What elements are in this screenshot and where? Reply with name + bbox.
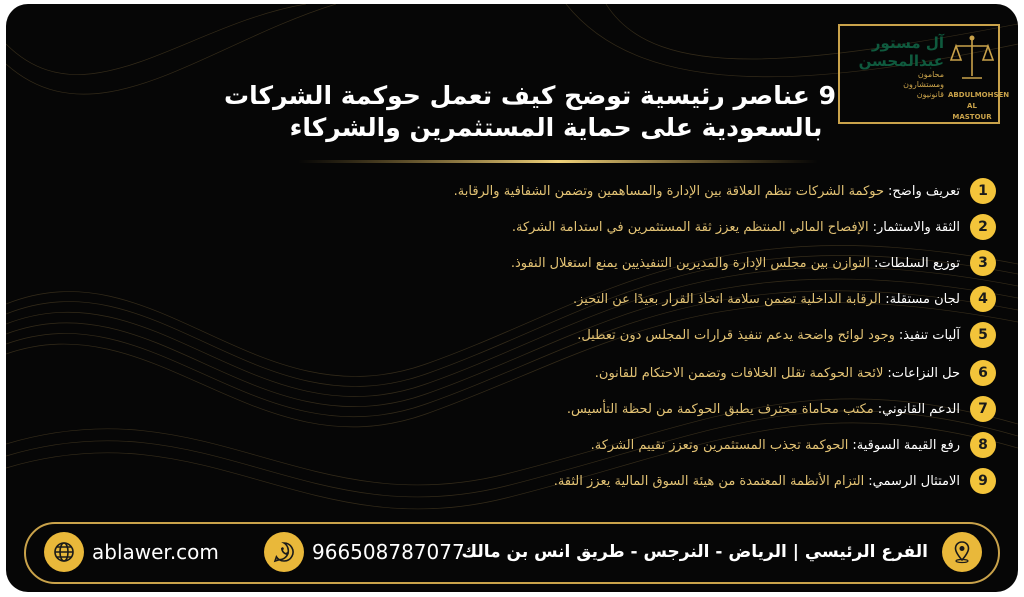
logo-tagline-3: قانونيون bbox=[916, 90, 944, 99]
item-label: تعريف واضح: bbox=[888, 183, 960, 199]
list-item bbox=[554, 465, 996, 497]
scales-of-justice-icon bbox=[948, 32, 996, 86]
phone-number[interactable]: 966508787077 bbox=[312, 540, 465, 564]
list-item bbox=[454, 175, 996, 207]
item-label: الدعم القانوني: bbox=[877, 401, 960, 417]
item-label: لجان مستقلة: bbox=[885, 291, 960, 307]
title-line-2: بالسعودية على حماية المستثمرين والشركاء bbox=[289, 113, 823, 142]
item-label: الامتثال الرسمي: bbox=[868, 473, 960, 489]
title-line-1: 9 عناصر رئيسية توضح كيف تعمل حوكمة الشركات bbox=[224, 81, 836, 110]
item-text: التوازن بين مجلس الإدارة والمديرين التنفيذيين يمنع استغلال النفوذ. bbox=[510, 255, 870, 271]
item-text: مكتب محاماة محترف يطبق الحوكمة من لحظة التأسيس. bbox=[566, 401, 874, 417]
item-number: 1 bbox=[970, 178, 996, 204]
globe-icon-badge bbox=[44, 532, 84, 572]
list-item bbox=[573, 283, 996, 315]
item-text: الإفصاح المالي المنتظم يعزز ثقة المستثمرين في استدامة الشركة. bbox=[511, 219, 869, 235]
phone-icon-badge bbox=[264, 532, 304, 572]
list-item bbox=[511, 247, 996, 279]
item-label: توزيع السلطات: bbox=[874, 255, 960, 271]
item-text: الحوكمة تجذب المستثمرين وتعزز تقييم الشركة. bbox=[590, 437, 849, 453]
item-text: التزام الأنظمة المعتمدة من هيئة السوق المالية يعزز الثقة. bbox=[553, 473, 865, 489]
logo-tagline-1: محامون bbox=[917, 70, 944, 79]
item-text: لائحة الحوكمة تقلل الخلافات وتضمن الاحتكام للقانون. bbox=[594, 365, 884, 381]
title bbox=[224, 80, 836, 144]
website-link[interactable]: ablawer.com bbox=[92, 540, 219, 564]
logo bbox=[838, 24, 1010, 124]
logo-emblem bbox=[948, 32, 1010, 121]
item-label: آليات تنفيذ: bbox=[898, 327, 960, 343]
item-number: 7 bbox=[970, 396, 996, 422]
item-text: الرقابة الداخلية تضمن سلامة اتخاذ القرار بعيدًا عن التحيز. bbox=[572, 291, 882, 307]
list-item bbox=[577, 319, 996, 351]
contact-footer bbox=[24, 522, 1000, 584]
logo-text bbox=[848, 34, 944, 100]
phone-icon bbox=[272, 540, 296, 564]
list-item bbox=[595, 357, 996, 389]
list-item bbox=[512, 211, 996, 243]
infographic-card bbox=[6, 4, 1018, 592]
item-label: الثقة والاستثمار: bbox=[872, 219, 960, 235]
title-underline bbox=[298, 160, 818, 163]
item-number: 2 bbox=[970, 214, 996, 240]
item-number: 6 bbox=[970, 360, 996, 386]
location-pin-icon bbox=[950, 540, 974, 564]
list-item bbox=[567, 393, 996, 425]
item-number: 8 bbox=[970, 432, 996, 458]
location-icon-badge bbox=[942, 532, 982, 572]
item-number: 5 bbox=[970, 322, 996, 348]
list-item bbox=[591, 429, 996, 461]
item-label: حل النزاعات: bbox=[887, 365, 960, 381]
item-number: 3 bbox=[970, 250, 996, 276]
logo-arabic-name: آل مستور عبدالمحسن bbox=[858, 34, 944, 70]
logo-tagline-2: ومستشارون bbox=[903, 80, 944, 89]
item-label: رفع القيمة السوقية: bbox=[852, 437, 960, 453]
item-number: 9 bbox=[970, 468, 996, 494]
address-text: الفرع الرئيسي | الرياض - النرجس - طريق انس بن مالك bbox=[461, 542, 928, 562]
logo-latin-2: AL MASTOUR bbox=[952, 102, 992, 121]
item-text: وجود لوائح واضحة يدعم تنفيذ قرارات المجلس دون تعطيل. bbox=[577, 327, 895, 343]
logo-latin-1: ABDULMOHSEN bbox=[948, 91, 1010, 99]
globe-icon bbox=[52, 540, 76, 564]
item-number: 4 bbox=[970, 286, 996, 312]
item-text: حوكمة الشركات تنظم العلاقة بين الإدارة والمساهمين وتضمن الشفافية والرقابة. bbox=[453, 183, 885, 199]
